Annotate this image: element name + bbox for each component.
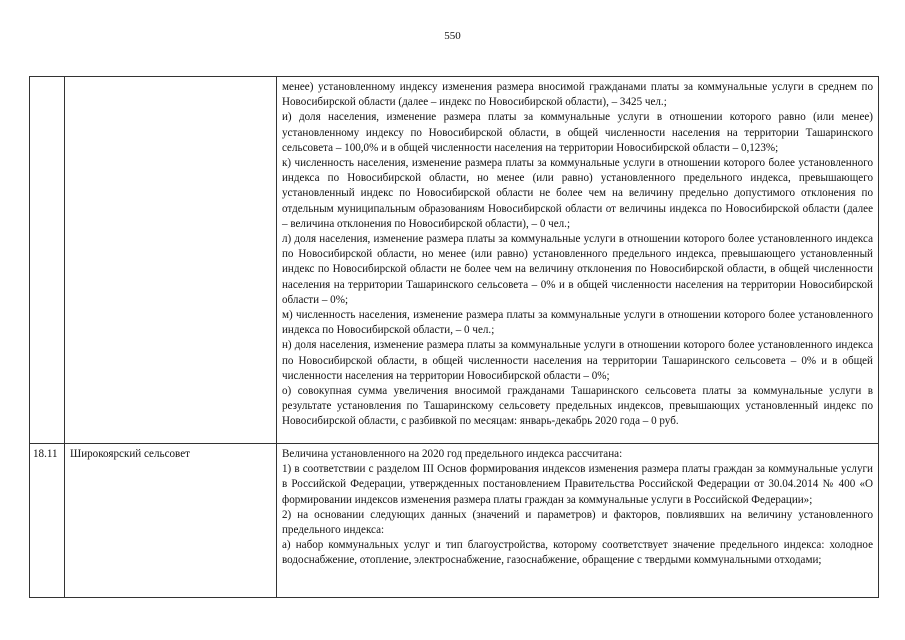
description-paragraph: н) доля населения, изменение размера платы за коммунальные услуги в отношении которого более установленного индекса по Новосибирской области, в общей численности населения на территории Ташаринского сельсовета – 0% и в общей численности населения на территории Новосибирской области – 0%; xyxy=(282,339,873,382)
description-paragraph: 1) в соответствии с разделом III Основ формирования индексов изменения размера платы граждан за коммунальные услуги в Российской Федерации, утвержденных постановлением Правительства Российской Федерации от 30.04.2014 № 400 «О формировании индексов изменения размера платы граждан за коммунальные услуги в Российской Федерации»; xyxy=(282,463,873,506)
row-number-cell: 18.11 xyxy=(30,444,65,598)
description-paragraph: о) совокупная сумма увеличения вносимой гражданами Ташаринского сельсовета платы за коммунальные услуги в результате установления по Ташаринскому сельсовету предельных индексов, превышающих установленный индекс по Новосибирской области, с разбивкой по месяцам: январь-декабрь 2020 года – 0 руб. xyxy=(282,385,873,428)
description-cell xyxy=(277,444,879,598)
description-cell xyxy=(277,77,879,444)
description-paragraph: 2) на основании следующих данных (значений и параметров) и факторов, повлиявших на величину установленного предельного индекса: xyxy=(282,508,873,537)
description-paragraph: л) доля населения, изменение размера платы за коммунальные услуги в отношении которого более установленного индекса по Новосибирской области, но менее (или равно) установленного предельного индекса, превышающего установленный индекс по Новосибирской области не более чем на величину отклонения по Новосибирской области, в общей численности населения на территории Ташаринского сельсовета – 0% и в общей численности населения на территории Новосибирской области – 0%; xyxy=(282,233,873,306)
municipality-name-cell xyxy=(65,77,277,444)
table-row xyxy=(30,444,879,598)
description-paragraph: менее) установленному индексу изменения размера вносимой гражданами платы за коммунальные услуги в среднем по Новосибирской области (далее – индекс по Новосибирской области), – 3425 чел.; xyxy=(282,81,873,109)
table-row xyxy=(30,77,879,444)
page-number: 550 xyxy=(444,30,461,42)
description-paragraph: и) доля населения, изменение размера платы за коммунальные услуги в отношении которого равно (или менее) установленному индексу по Новосибирской области, в общей численности населения на территории Ташаринского сельсовета – 100,0% и в общей численности населения на территории Новосибирской области – 0,123%; xyxy=(282,111,873,154)
description-paragraph: Величина установленного на 2020 год предельного индекса рассчитана: xyxy=(282,448,623,460)
document-table xyxy=(29,76,879,598)
row-number-cell xyxy=(30,77,65,444)
description-paragraph: м) численность населения, изменение размера платы за коммунальные услуги в отношении которого более установленного индекса по Новосибирской области, – 0 чел.; xyxy=(282,309,873,337)
municipality-name-cell: Широкоярский сельсовет xyxy=(65,444,277,598)
description-paragraph: к) численность населения, изменение размера платы за коммунальные услуги в отношении которого более установленного индекса по Новосибирской области, но менее (или равно) установленного предельного индекса, превышающего установленный индекс по Новосибирской области не более чем на величину предельно допустимого отклонения по отдельным муниципальным образованиям Новосибирской области от величины индекса по Новосибирской области (далее – величина отклонения по Новосибирской области), – 0 чел.; xyxy=(282,157,873,230)
description-paragraph: а) набор коммунальных услуг и тип благоустройства, которому соответствует значение предельного индекса: холодное водоснабжение, отопление, электроснабжение, газоснабжение, обращение с твердыми коммунальными отходами; xyxy=(282,539,873,567)
